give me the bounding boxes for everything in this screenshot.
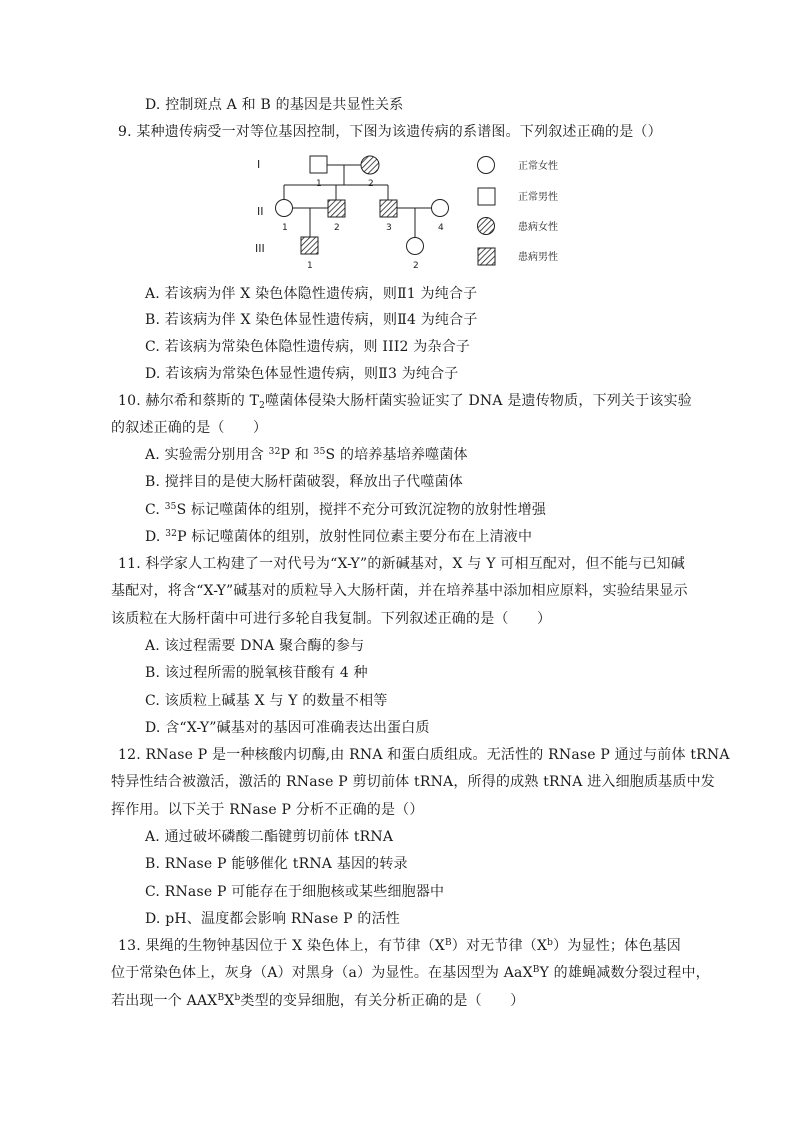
q13-stem-line2: 位于常染色体上，灰身（A）对黑身（a）为显性。在基因型为 AaX$^B$Y 的雄蝇减数分裂过程中， xyxy=(111,965,710,981)
q12-option-b: B. RNase P 能够催化 tRNA 基因的转录 xyxy=(145,856,408,872)
q9-option-b: B. 若该病为伴 X 染色体显性遗传病，则Ⅱ4 为纯合子 xyxy=(145,312,478,328)
q10-stem-line1: 10. 赫尔希和蔡斯的 $T_2$噬菌体侵染大肠杆菌实验证实了 DNA 是遗传物质，下列关于该实验 xyxy=(118,393,692,411)
III1-affected-male xyxy=(301,237,318,254)
II2-number: 2 xyxy=(334,223,340,233)
II2-affected-male xyxy=(328,200,345,217)
legend-affected-male-symbol xyxy=(478,248,495,265)
II3-number: 3 xyxy=(386,223,392,233)
q12-option-d: D. pH、温度都会影响 RNase P 的活性 xyxy=(145,911,400,927)
q11-option-d: D. 含“X-Y”碱基对的基因可准确表达出蛋白质 xyxy=(145,720,430,736)
II4-number: 4 xyxy=(438,223,444,233)
III2-number: 2 xyxy=(413,261,419,271)
legend-affected-male: 患病男性 xyxy=(518,252,558,263)
q11-option-a: A. 该过程需要 DNA 聚合酶的参与 xyxy=(145,638,365,654)
q10-stem-line2: 的叙述正确的是（ ） xyxy=(111,420,268,436)
q13-stem-line3: 若出现一个 $AAX^BX^b$类型的变异细胞，有关分析正确的是（ ） xyxy=(111,993,525,1009)
q12-option-c: C. RNase P 可能存在于细胞核或某些细胞器中 xyxy=(145,884,445,900)
q10-option-c: C. $^{35}$S 标记噬菌体的组别，搅拌不充分可致沉淀物的放射性增强 xyxy=(145,502,547,518)
generation-label-III: III xyxy=(255,242,265,255)
I2-affected-female xyxy=(361,156,379,174)
q9-option-c: C. 若该病为常染色体隐性遗传病，则 III2 为杂合子 xyxy=(145,339,471,355)
I1-normal-male xyxy=(310,156,327,173)
generation-label-I: I xyxy=(257,158,261,171)
q11-stem-line3: 该质粒在大肠杆菌中可进行多轮自我复制。下列叙述正确的是（ ） xyxy=(111,611,552,627)
legend-affected-female: 患病女性 xyxy=(518,222,558,233)
q11-stem-line1: 11. 科学家人工构建了一对代号为“X-Y”的新碱基对，X 与 Y 可相互配对，但不能与已知碱 xyxy=(118,556,685,572)
q12-stem-line3: 挥作用。以下关于 RNase P 分析不正确的是（） xyxy=(111,802,424,818)
I1-number: 1 xyxy=(316,179,322,189)
legend-normal-male: 正常男性 xyxy=(518,192,558,203)
III1-number: 1 xyxy=(307,261,313,271)
legend-normal-female-symbol xyxy=(478,157,495,174)
legend-normal-male-symbol xyxy=(478,188,495,205)
q12-option-a: A. 通过破坏磷酸二酯键剪切前体 tRNA xyxy=(145,829,394,845)
legend-normal-female: 正常女性 xyxy=(518,161,558,172)
q10-option-a: A. 实验需分别用含 $^{32}$P 和 $^{35}$S 的培养基培养噬菌体 xyxy=(145,447,468,463)
II1-number: 1 xyxy=(282,223,288,233)
q11-option-c: C. 该质粒上碱基 X 与 Y 的数量不相等 xyxy=(145,693,388,709)
q13-stem-line1: 13. 果绳的生物钟基因位于 X 染色体上，有节律$(X^B)$对无节律$(X^b)$为显性；体色基因 xyxy=(118,938,681,954)
q9-option-a: A. 若该病为伴 X 染色体隐性遗传病，则Ⅱ1 为纯合子 xyxy=(145,286,478,302)
generation-label-II: II xyxy=(257,205,264,218)
q12-stem-line1: 12. RNase P 是一种核酸内切酶,由 RNA 和蛋白质组成。无活性的 RNase P 通过与前体 tRNA xyxy=(118,747,730,763)
q10-option-b: B. 搅拌目的是使大肠杆菌破裂，释放出子代噬菌体 xyxy=(145,474,463,490)
q9-option-d: D. 若该病为常染色体显性遗传病，则Ⅱ3 为纯合子 xyxy=(145,366,459,382)
q10-option-d: D. $^{32}$P 标记噬菌体的组别，放射性同位素主要分布在上清液中 xyxy=(145,529,533,545)
q9-stem: 9. 某种遗传病受一对等位基因控制，下图为该遗传病的系谱图。下列叙述正确的是（） xyxy=(118,124,662,140)
q8-option-d: D. 控制斑点 A 和 B 的基因是共显性关系 xyxy=(145,97,404,113)
II3-affected-male xyxy=(380,200,397,217)
legend-affected-female-symbol xyxy=(478,218,495,235)
III2-normal-female xyxy=(407,238,424,255)
q11-option-b: B. 该过程所需的脱氧核苷酸有 4 种 xyxy=(145,665,368,681)
pedigree-chart xyxy=(0,145,794,285)
q11-stem-line2: 基配对，将含“X-Y”碱基对的质粒导入大肠杆菌，并在培养基中添加相应原料，实验结果显示 xyxy=(111,583,688,599)
II4-normal-female xyxy=(432,200,449,217)
II1-normal-female xyxy=(276,200,293,217)
q12-stem-line2: 特异性结合被激活，激活的 RNase P 剪切前体 tRNA，所得的成熟 tRNA 进入细胞质基质中发 xyxy=(111,774,715,790)
I2-number: 2 xyxy=(368,179,374,189)
